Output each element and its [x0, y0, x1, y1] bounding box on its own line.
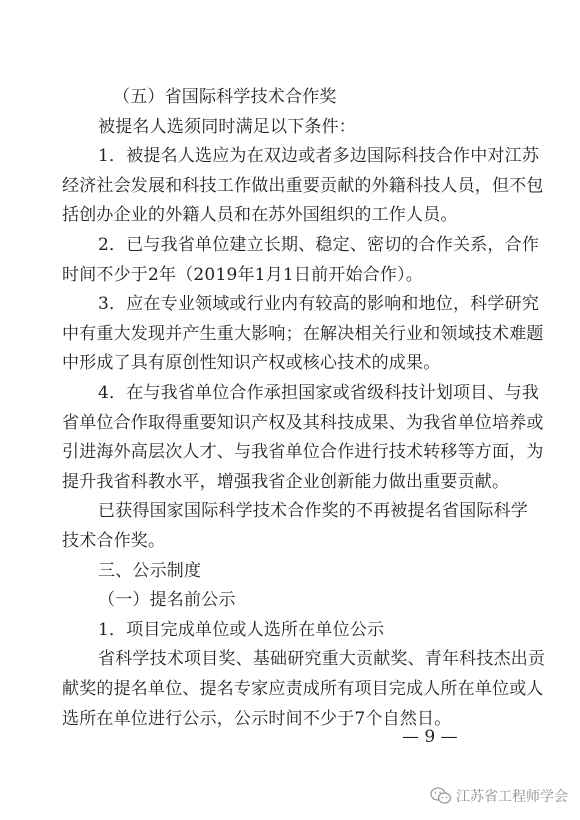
- subsection-heading: （一）提名前公示: [98, 590, 236, 611]
- wechat-icon: [430, 787, 452, 805]
- text-line: 选所在单位进行公示，公示时间不少于7个自然日。: [62, 708, 452, 729]
- page-number: — 9 —: [402, 727, 458, 747]
- watermark-text: 江苏省工程师学会: [456, 789, 568, 805]
- text-line: 省单位合作取得重要知识产权及其科技成果、为我省单位培养或: [62, 412, 544, 433]
- text-line: 中有重大发现并产生重大影响；在解决相关行业和领域技术难题: [62, 323, 544, 344]
- text-line: 献奖的提名单位、提名专家应责成所有项目完成人所在单位或人: [62, 679, 544, 699]
- text-line: 1．被提名人选应为在双边或者多边国际科技合作中对江苏: [98, 146, 540, 167]
- text-line: 时间不少于2年（2019年1月1日前开始合作）。: [62, 264, 424, 285]
- text-line: 中形成了具有原创性知识产权或核心技术的成果。: [62, 353, 441, 374]
- text-line: 2．已与我省单位建立长期、稳定、密切的合作关系，合作: [98, 235, 540, 255]
- text-line: 已获得国家国际科学技术合作奖的不再被提名省国际科学: [98, 501, 528, 522]
- text-line: 提升我省科教水平，增强我省企业创新能力做出重要贡献。: [62, 471, 510, 492]
- text-line: 技术合作奖。: [62, 531, 166, 551]
- text-line: 省科学技术项目奖、基础研究重大贡献奖、青年科技杰出贡: [98, 649, 546, 670]
- text-line: 被提名人选须同时满足以下条件：: [98, 116, 356, 137]
- text-line: 经济社会发展和科技工作做出重要贡献的外籍科技人员，但不包: [62, 175, 544, 196]
- text-line: 4．在与我省单位合作承担国家或省级科技计划项目、与我: [98, 383, 540, 403]
- text-line: 引进海外高层次人才、与我省单位合作进行技术转移等方面，为: [62, 442, 544, 463]
- watermark: [430, 784, 568, 808]
- section-heading: （五）省国际科学技术合作奖: [113, 87, 337, 107]
- text-line: 括创办企业的外籍人员和在苏外国组织的工作人员。: [62, 205, 458, 226]
- text-line: 1．项目完成单位或人选所在单位公示: [98, 619, 385, 640]
- text-line: 3．应在专业领域或行业内有较高的影响和地位，科学研究: [98, 294, 540, 315]
- section-heading: 三、公示制度: [98, 560, 202, 581]
